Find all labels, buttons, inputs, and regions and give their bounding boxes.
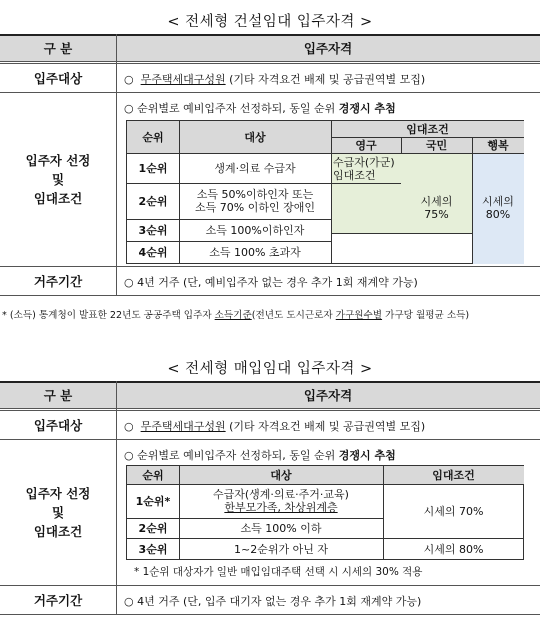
s1-cond-label: 입주자 선정 및 임대조건 — [25, 152, 91, 206]
s2-target-label: 입주대상 — [33, 418, 83, 433]
s1-header-col1: 구 분 — [0, 34, 116, 61]
section1-title: < 전세형 건설임대 입주자격 > — [167, 14, 373, 30]
s1-inner-table — [126, 120, 524, 264]
section2-table — [0, 381, 540, 615]
s1-rank-3: 3순위 — [138, 223, 168, 237]
s2-h-rank: 순위 — [127, 466, 179, 484]
s1-rank-4: 4순위 — [138, 246, 168, 259]
s2-period-text: ○ 4년 거주 (단, 입주 대기자 없는 경우 추가 1회 재계약 가능) — [124, 595, 422, 608]
s1-h-permanent: 영구 — [331, 137, 401, 153]
s1-rank-2: 2순위 — [138, 194, 168, 208]
s2-note: * 1순위 대상자가 일반 매입임대주택 선택 시 시세의 30% 적용 — [134, 566, 423, 578]
s2-cond-intro: ○ 순위별로 예비입주자 선정하되, 동일 순위 경쟁시 추첨 — [124, 449, 396, 462]
s1-period-text: ○ 4년 거주 (단, 예비입주자 없는 경우 추가 1회 재계약 가능) — [124, 276, 418, 289]
s1-cond-intro: ○ 순위별로 예비입주자 선정하되, 동일 순위 경쟁시 추첨 — [124, 102, 396, 115]
s2-rank-2: 2순위 — [138, 521, 168, 535]
s1-header-col2: 입주자격 — [116, 34, 540, 61]
s2-rank-1: 1순위* — [135, 494, 171, 508]
s2-rank-3: 3순위 — [138, 542, 168, 556]
s2-target-3: 1~2순위가 아닌 자 — [234, 542, 328, 556]
s2-lease-12: 시세의 70% — [423, 504, 484, 518]
s1-h-happy: 행복 — [472, 137, 524, 153]
section2-title: < 전세형 매입임대 입주자격 > — [167, 361, 373, 377]
s2-header-col1: 구 분 — [0, 381, 116, 408]
s2-target-2: 소득 100% 이하 — [240, 521, 322, 535]
s1-happy-cond: 시세의 80% — [482, 195, 514, 221]
s1-target-3: 소득 100%이하인자 — [205, 223, 305, 237]
s2-lease-3: 시세의 80% — [423, 542, 484, 556]
s1-target-4: 소득 100% 초과자 — [209, 246, 301, 259]
s1-target-text: ○ 무주택세대구성원 (기타 자격요건 배제 및 공급권역별 모집) — [124, 73, 426, 86]
s2-h-lease: 임대조건 — [383, 466, 524, 484]
s1-period-label: 거주기간 — [33, 273, 83, 289]
s1-h-rank: 순위 — [127, 121, 179, 153]
s2-header-col2: 입주자격 — [116, 381, 540, 408]
s1-h-target: 대상 — [179, 121, 331, 153]
s2-inner-table — [126, 465, 524, 560]
s1-footnote: * (소득) 통계청이 발표한 22년도 공공주택 입주자 소득기준(전년도 도시근로자 가구원수별 가구당 월평균 소득) — [2, 310, 470, 321]
s1-target-label: 입주대상 — [33, 71, 83, 86]
s1-permanent-cond: 수급자(가군) 임대조건 — [333, 155, 395, 182]
s1-h-national: 국민 — [401, 137, 472, 153]
s1-h-lease: 임대조건 — [331, 121, 524, 137]
s2-h-target: 대상 — [179, 466, 383, 484]
section1-table — [0, 34, 540, 296]
s1-target-2: 소득 50%이하인자 또는 소득 70% 이하인 장애인 — [195, 188, 315, 214]
s1-target-1: 생계·의료 수급자 — [214, 161, 296, 175]
s1-national-cond: 시세의 75% — [420, 195, 453, 221]
s1-rank-1: 1순위 — [138, 161, 168, 175]
s2-cond-label: 입주자 선정 및 임대조건 — [25, 485, 91, 539]
s2-target-text: ○ 무주택세대구성원 (기타 자격요건 배제 및 공급권역별 모집) — [124, 420, 426, 433]
s2-period-label: 거주기간 — [33, 592, 83, 608]
s2-target-1: 수급자(생계·의료·주거·교육) 한부모가족, 차상위계층 — [213, 488, 349, 514]
